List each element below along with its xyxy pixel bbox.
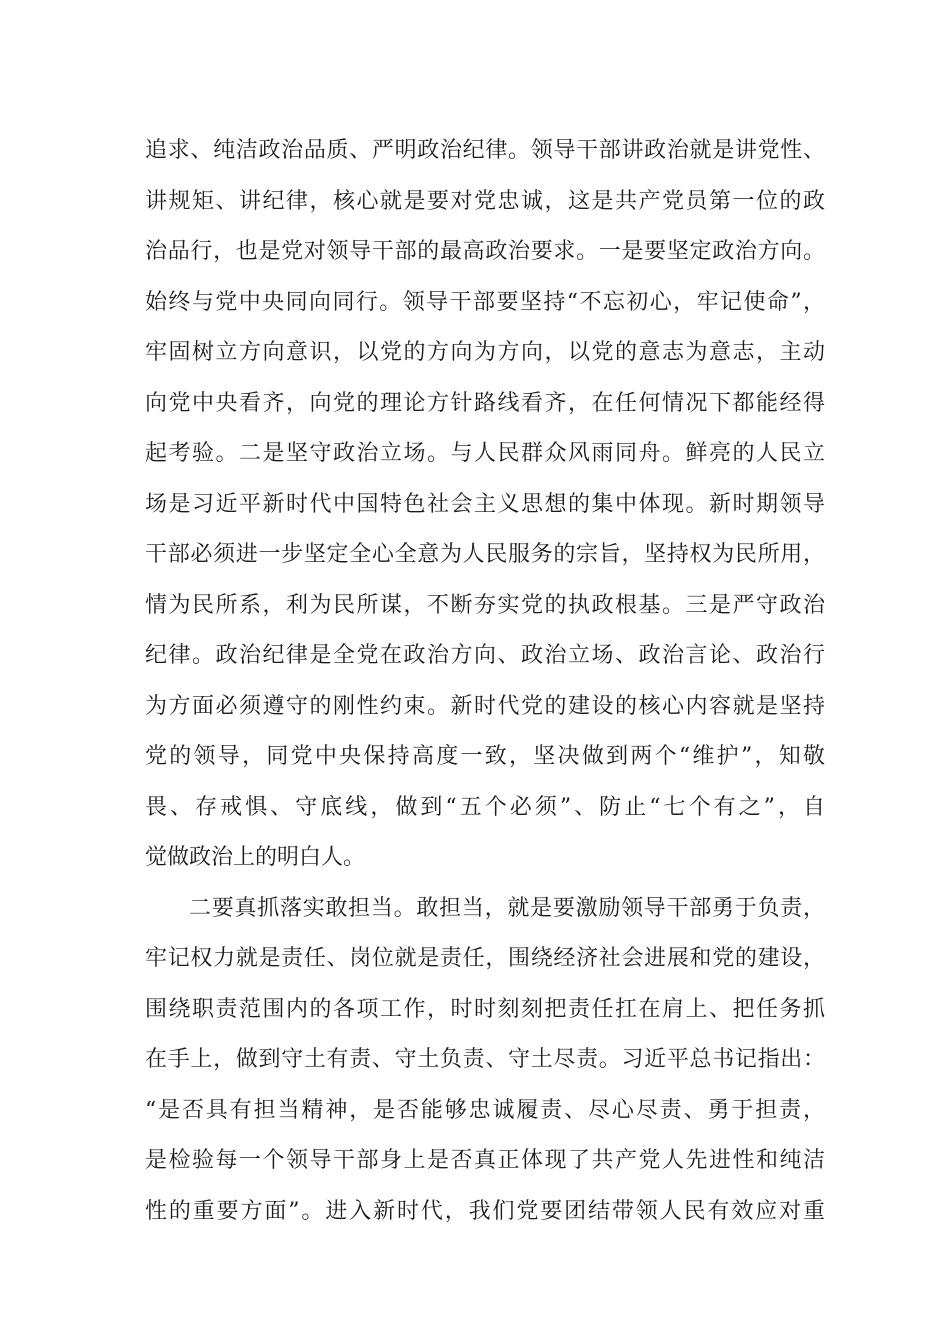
text-line: 向党中央看齐，向党的理论方针路线看齐，在任何情况下都能经得	[145, 390, 825, 416]
text-line: 情为民所系，利为民所谋，不断夯实党的执政根基。三是严守政治	[145, 592, 825, 618]
text-line: “是否具有担当精神，是否能够忠诚履责、尽心尽责、勇于担责，	[145, 1097, 825, 1123]
text-line: 党的领导，同党中央保持高度一致，坚决做到两个“维护”，知敬	[145, 744, 825, 769]
body-text	[145, 126, 825, 1237]
text-line: 牢记权力就是责任、岗位就是责任，围绕经济社会进展和党的建设，	[145, 946, 825, 971]
text-line: 在手上，做到守土有责、守土负责、守土尽责。习近平总书记指出：	[145, 1047, 825, 1072]
text-line: 是检验每一个领导干部身上是否真正体现了共产党人先进性和纯洁	[145, 1148, 825, 1173]
text-line: 为方面必须遵守的刚性约束。新时代党的建设的核心内容就是坚持	[145, 693, 825, 719]
text-line: 追求、纯洁政治品质、严明政治纪律。领导干部讲政治就是讲党性、	[145, 138, 825, 163]
text-line: 干部必须进一步坚定全心全意为人民服务的宗旨，坚持权为民所用，	[145, 542, 825, 567]
text-line: 畏、存戒惧、守底线，做到“五个必须”、防止“七个有之”，自	[145, 794, 825, 820]
text-line: 围绕职责范围内的各项工作，时时刻刻把责任扛在肩上、把任务抓	[145, 996, 825, 1022]
text-line: 觉做政治上的明白人。	[145, 845, 366, 870]
text-line: 治品行，也是党对领导干部的最高政治要求。一是要坚定政治方向。	[145, 239, 825, 264]
text-line: 牢固树立方向意识，以党的方向为方向，以党的意志为意志，主动	[145, 340, 825, 365]
text-line: 二要真抓落实敢担当。敢担当，就是要激励领导干部勇于负责，	[189, 895, 825, 921]
text-line: 讲规矩、讲纪律，核心就是要对党忠诚，这是共产党员第一位的政	[145, 188, 825, 214]
text-line: 性的重要方面”。进入新时代，我们党要团结带领人民有效应对重	[145, 1198, 825, 1224]
text-line: 起考验。二是坚守政治立场。与人民群众风雨同舟。鲜亮的人民立	[145, 441, 825, 466]
text-line: 场是习近平新时代中国特色社会主义思想的集中体现。新时期领导	[145, 491, 825, 517]
text-line: 纪律。政治纪律是全党在政治方向、政治立场、政治言论、政治行	[145, 643, 825, 668]
text-line: 始终与党中央同向同行。领导干部要坚持“不忘初心，牢记使命”，	[145, 289, 825, 315]
